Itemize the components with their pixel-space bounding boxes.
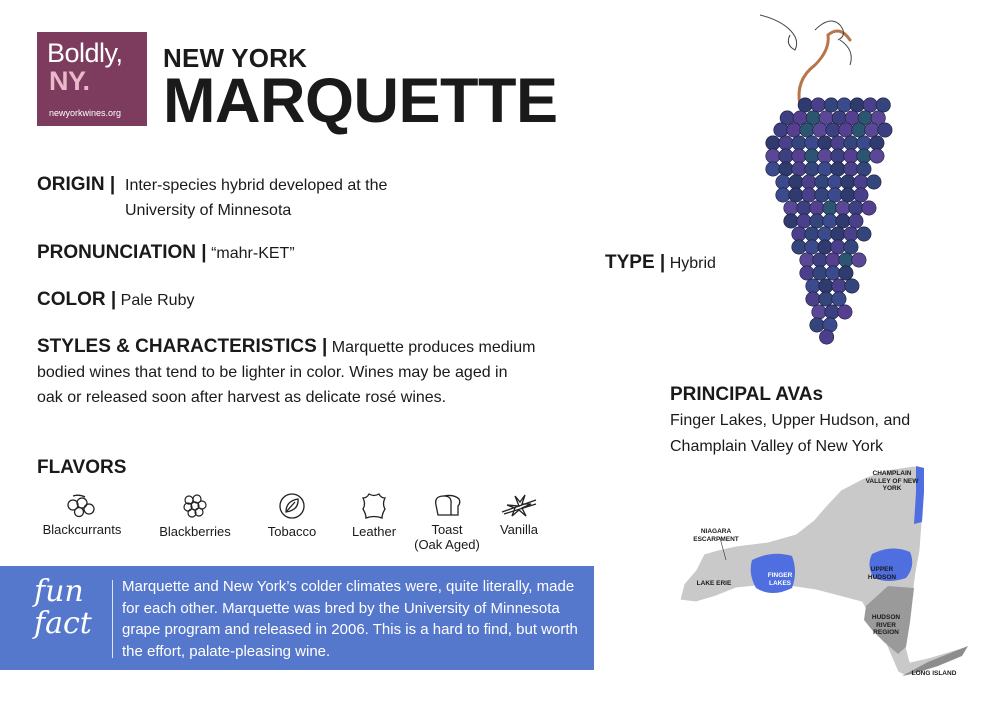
grape-berry [844,149,858,163]
grape-berry [865,123,879,137]
grape-berry [838,305,852,319]
grape-berry [844,162,858,176]
grape-berry [857,136,871,150]
grape-berry [826,123,840,137]
varietal-title: MARQUETTE [163,66,558,136]
blackberries-icon [180,492,210,520]
flavor-leather [345,492,403,539]
map-label-niagara: NIAGARA ESCARPMENT [693,528,739,543]
grape-berry [805,240,819,254]
origin-label: ORIGIN | [37,174,116,195]
grape-berry [818,227,832,241]
grape-berry [800,253,814,267]
grape-berry [852,123,866,137]
grape-berry [798,98,812,112]
grape-berry [815,175,829,189]
type-label: TYPE | [605,252,666,273]
grape-berry [824,98,838,112]
grape-berry [800,123,814,137]
grape-berry [787,123,801,137]
grape-berry [776,175,790,189]
grape-berry [779,149,793,163]
grape-berry [852,253,866,267]
grape-berry [810,201,824,215]
color-value: Pale Ruby [120,292,195,309]
grape-berry [863,98,877,112]
grape-berry [818,136,832,150]
grape-berry [819,330,833,344]
grape-berry [845,279,859,293]
grape-berry [792,136,806,150]
map-label-finger-lakes: FINGER LAKES [767,572,793,587]
grape-berry [844,227,858,241]
grape-berry [832,292,846,306]
grape-berry [819,279,833,293]
grape-berry [797,201,811,215]
grape-berry [867,175,881,189]
flavor-toast [410,492,484,552]
grape-berry [870,136,884,150]
grape-berry [800,266,814,280]
tobacco-leaf-icon [278,492,306,520]
grape-berry [802,175,816,189]
grape-berry [774,123,788,137]
grape-berry [826,253,840,267]
grape-berry [806,292,820,306]
grape-berry [831,227,845,241]
grape-berry [766,136,780,150]
grape-berry [836,214,850,228]
grape-berry [823,214,837,228]
origin-value: Inter-species hybrid developed at the University of Minnesota [125,177,388,219]
grape-berry [841,175,855,189]
boldly-ny-logo [37,32,147,126]
flavor-label: Tobacco [267,524,317,539]
map-label-hudson-river: HUDSON RIVER REGION [871,614,901,636]
vanilla-icon [500,492,538,518]
grape-berry [831,149,845,163]
fun-fact-box [0,566,594,670]
grape-berry [813,266,827,280]
flavor-label: Blackcurrants [42,522,122,537]
grape-berry [818,149,832,163]
flavor-label: Toast [431,522,463,537]
grape-berry [805,136,819,150]
pronunciation-value: “mahr-KET” [211,245,295,262]
grape-berry [776,188,790,202]
grape-berry [789,175,803,189]
grape-berry [878,123,892,137]
grape-berry [854,175,868,189]
grape-berry [805,162,819,176]
fun-fact-script [34,576,92,640]
grape-berry [839,266,853,280]
grape-berry [844,240,858,254]
grape-berry [806,279,820,293]
flavors-heading: FLAVORS [37,457,127,478]
grape-berry [837,98,851,112]
toast-icon [432,492,462,518]
grape-berry [839,123,853,137]
grape-berry [818,162,832,176]
grape-berry [792,149,806,163]
grape-berry [857,149,871,163]
leather-icon [360,492,388,520]
pronunciation-section [37,242,295,264]
grape-berry [813,123,827,137]
grape-berry [810,318,824,332]
grape-berry [766,162,780,176]
grape-berry [812,305,826,319]
grape-berry [797,214,811,228]
color-section [37,289,194,311]
fun-fact-divider [112,580,113,658]
type-value: Hybrid [669,255,716,272]
grape-cluster-illustration [690,10,910,355]
grape-berry [805,227,819,241]
grape-berry [831,162,845,176]
grape-berry [779,162,793,176]
grape-berry [815,188,829,202]
grape-berry [819,292,833,306]
styles-section [37,334,537,410]
grape-berry [876,98,890,112]
grape-berry [811,98,825,112]
map-label-champlain: CHAMPLAIN VALLEY OF NEW YORK [865,470,919,492]
logo-line1: Boldly, [47,38,123,68]
grape-berry [792,162,806,176]
grape-berry [826,266,840,280]
grape-berry [823,201,837,215]
pronunciation-label: PRONUNCIATION | [37,242,207,263]
grape-berry [862,201,876,215]
grape-berry [828,188,842,202]
principal-avas-heading: PRINCIPAL AVAs [670,384,824,405]
fun-fact-text: Marquette and New York’s colder climates were, quite literally, made for each other. Marquette was bred by the University of Minnesota grape program and released in 2006. This is a hard to find, but worth the effort, palate-pleasing wine. [122,578,578,660]
grape-berry [805,149,819,163]
grape-berry [802,188,816,202]
map-label-upper-hudson: UPPER HUDSON [867,566,897,581]
styles-label: STYLES & CHARACTERISTICS | [37,336,328,357]
map-label-lake-erie: LAKE ERIE [696,580,732,587]
grape-berry [792,240,806,254]
flavor-sublabel: (Oak Aged) [414,537,480,552]
fun-fact-script-line1: fun [34,574,84,609]
grape-berry [850,98,864,112]
grape-berry [810,214,824,228]
grape-berry [836,201,850,215]
grape-berry [784,214,798,228]
grape-berry [828,175,842,189]
grape-berry [832,279,846,293]
type-section [605,252,716,274]
new-york-state-map [676,462,976,692]
flavor-label: Blackberries [159,524,231,539]
grape-berry [813,253,827,267]
grape-berry [825,305,839,319]
grape-berry [854,188,868,202]
grape-berry [870,149,884,163]
grape-berry [844,136,858,150]
grape-berry [766,149,780,163]
flavor-tobacco [262,492,322,539]
map-label-long-island: LONG ISLAND [911,670,957,677]
principal-avas-list: Finger Lakes, Upper Hudson, and Champlain Valley of New York [670,412,911,455]
grape-berry [839,253,853,267]
origin-section [37,172,457,219]
grape-berry [818,240,832,254]
grape-berry [849,201,863,215]
blackcurrants-icon [65,492,99,518]
flavor-blackberries [152,492,238,539]
grape-berry [857,227,871,241]
styles-value: Marquette produces medium bodied wines that tend to be lighter in color. Wines may be aged in oak or released soon after harvest as delicate rosé wines. [37,339,536,406]
grape-berry [779,136,793,150]
flavor-label: Vanilla [499,522,539,537]
grape-berry [831,240,845,254]
logo-url: newyorkwines.org [49,108,122,118]
new-york-state-shape [680,466,968,676]
flavor-blackcurrants [38,492,126,537]
grape-berry [841,188,855,202]
grape-berry [789,188,803,202]
color-label: COLOR | [37,289,117,310]
grape-berry [831,136,845,150]
flavor-vanilla [492,492,546,537]
grape-berry [857,162,871,176]
grape-berry [792,227,806,241]
logo-line2: NY. [49,66,90,96]
flavor-label: Leather [351,524,397,539]
region-heading: NEW YORK [163,43,308,73]
grape-berry [784,201,798,215]
grape-berry [849,214,863,228]
fun-fact-script-line2: fact [34,606,92,641]
